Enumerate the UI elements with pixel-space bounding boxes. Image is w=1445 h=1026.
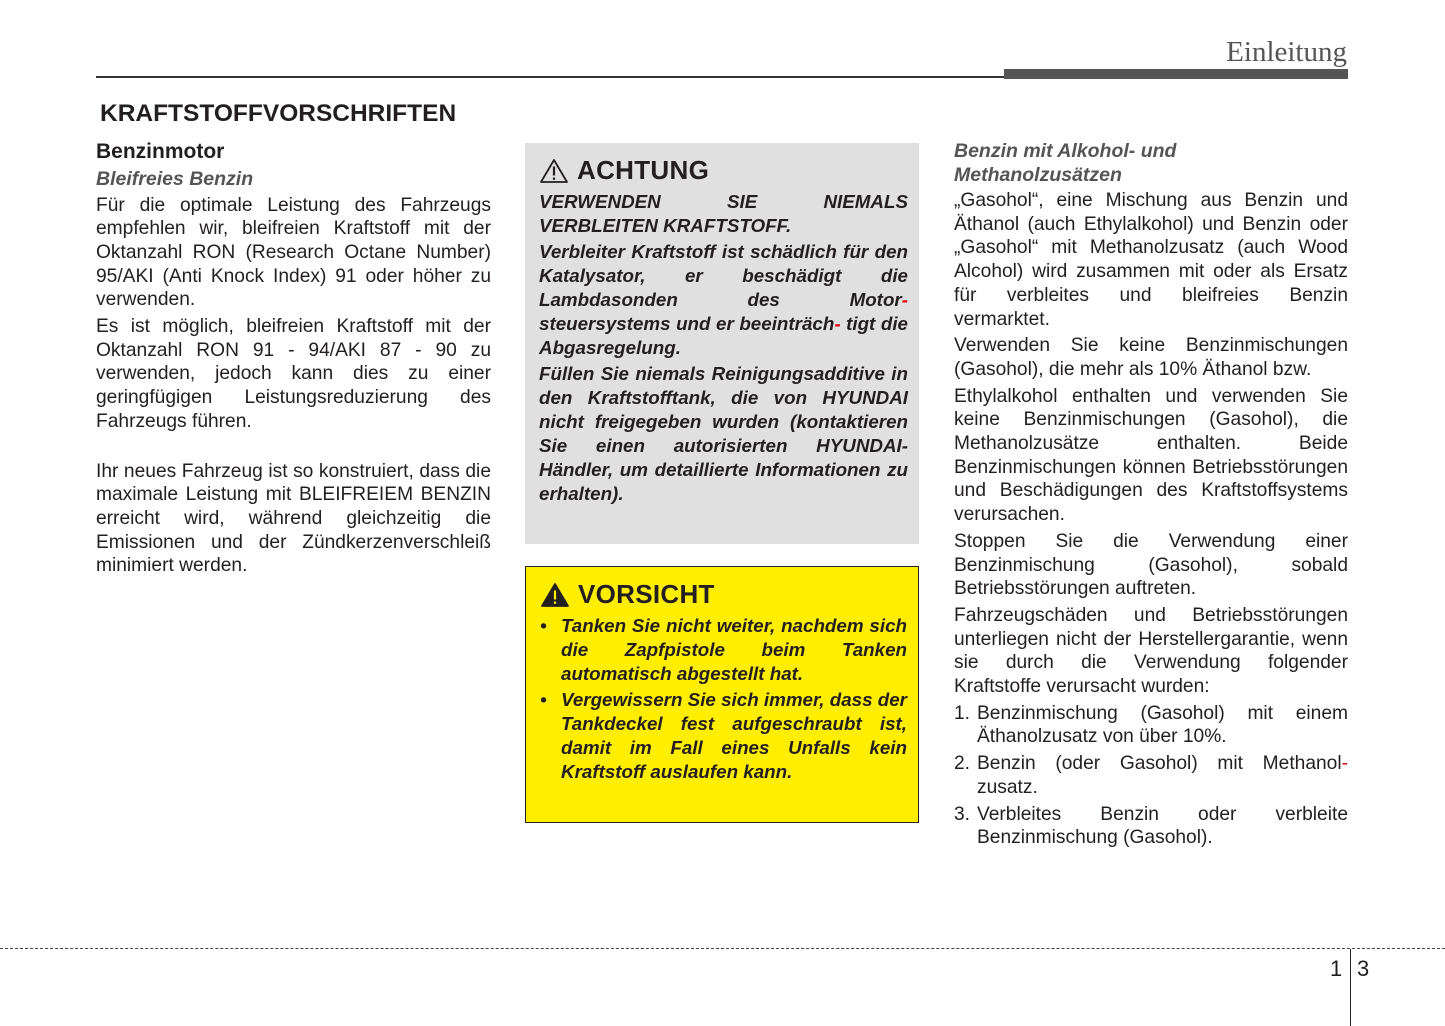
list-item: 1. Benzinmischung (Gasohol) mit einem Äthanolzusatz von über 10%. (954, 702, 1348, 748)
paragraph: Stoppen Sie die Verwendung einer Benzinmischung (Gasohol), sobald Betriebsstörungen auftreten. (954, 530, 1348, 600)
page-number-separator (1350, 949, 1351, 1026)
vorsicht-list (540, 614, 907, 784)
header-rule-accent (1004, 69, 1348, 79)
paragraph: Ethylalkohol enthalten und verwenden Sie keine Benzinmischungen (Gasohol), die Methanolzusätze enthalten. Beide Benzinmischungen können Betriebsstörungen und Beschädigungen des Kraftstoffsystems verursachen. (954, 385, 1348, 526)
achtung-warning-box (525, 143, 919, 544)
paragraph: Es ist möglich, bleifreien Kraftstoff mit der Oktanzahl RON 91 - 94/AKI 87 - 90 zu verwenden, jedoch kann dies zu einer geringfügigen Leistungsreduzierung des Fahrzeugs führen. (96, 316, 491, 432)
page-number: 3 (1357, 956, 1370, 981)
achtung-title: ACHTUNG (577, 155, 710, 185)
paragraph: Ihr neues Fahrzeug ist so konstruiert, dass die maximale Leistung mit BLEIFREIEM BENZIN erreicht wird, während gleichzeitig die Emissionen und der Zündkerzenverschleiß minimiert werden. (96, 460, 491, 577)
achtung-header (539, 155, 908, 186)
paragraph: Für die optimale Leistung des Fahrzeugs empfehlen wir, bleifreien Kraftstoff mit der Oktanzahl RON (Research Octane Number) 95/AKI (Anti Knock Index) 91 oder höher zu verwenden. (96, 194, 491, 311)
paragraph: Verwenden Sie keine Benzinmischungen (Gasohol), die mehr als 10% Äthanol bzw. (954, 335, 1348, 380)
left-column (96, 140, 491, 581)
page-title: KRAFTSTOFFVORSCHRIFTEN (100, 100, 457, 127)
vorsicht-caution-box (525, 566, 919, 823)
bleifreies-benzin-subheading: Bleifreies Benzin (96, 168, 254, 190)
alkohol-subheading: Benzin mit Alkohol- und Methanolzusätzen (954, 140, 1177, 186)
header-rule (96, 76, 1006, 78)
achtung-lead: VERWENDEN SIE NIEMALS VERBLEITEN KRAFTSTOFF. (539, 191, 908, 236)
vorsicht-title: VORSICHT (578, 579, 715, 609)
section-title: Einleitung (1226, 36, 1347, 68)
footer-divider (0, 948, 1445, 949)
list-item: 3. Verbleites Benzin oder verbleite Benzinmischung (Gasohol). (954, 803, 1348, 849)
warning-outline-icon (539, 158, 569, 184)
chapter-number: 1 (1330, 956, 1343, 981)
list-item: • Tanken Sie nicht weiter, nachdem sich die Zapfpistole beim Tanken automatisch abgestellt hat. (540, 615, 907, 684)
fuel-list (954, 702, 1348, 850)
vorsicht-header (540, 579, 907, 610)
paragraph: „Gasohol“, eine Mischung aus Benzin und Äthanol (auch Ethylalkohol) und Benzin oder „Gasohol“ mit Methanolzusatz (auch Wood Alcohol) wird zusammen mit oder als Ersatz für verbleites und bleifreies Benzin vermarktet. (954, 190, 1348, 330)
achtung-paragraph: Verbleiter Kraftstoff ist schädlich für den Katalysator, er beschädigt die Lambdasonden des Motor- steuersystems und er beeinträch- tigt die Abgasregelung. (539, 241, 908, 358)
benzinmotor-heading: Benzinmotor (96, 140, 225, 163)
list-item: • Vergewissern Sie sich immer, dass der Tankdeckel fest aufgeschraubt ist, damit im Fall eines Unfalls kein Kraftstoff auslaufen kann. (540, 689, 907, 782)
warning-filled-icon (540, 582, 570, 608)
achtung-paragraph: Füllen Sie niemals Reinigungsadditive in den Kraftstofftank, die von HYUNDAI nicht freigegeben wurden (kontaktieren Sie einen autorisierten HYUNDAI-Händler, um detaillierte Informationen zu erhalten). (539, 363, 908, 504)
paragraph: Fahrzeugschäden und Betriebsstörungen unterliegen nicht der Herstellergarantie, wenn sie durch die Verwendung folgender Kraftstoffe verursacht wurden: (954, 604, 1348, 698)
list-item: 2. Benzin (oder Gasohol) mit Methanol- zusatz. (954, 753, 1348, 798)
right-column (954, 140, 1348, 853)
